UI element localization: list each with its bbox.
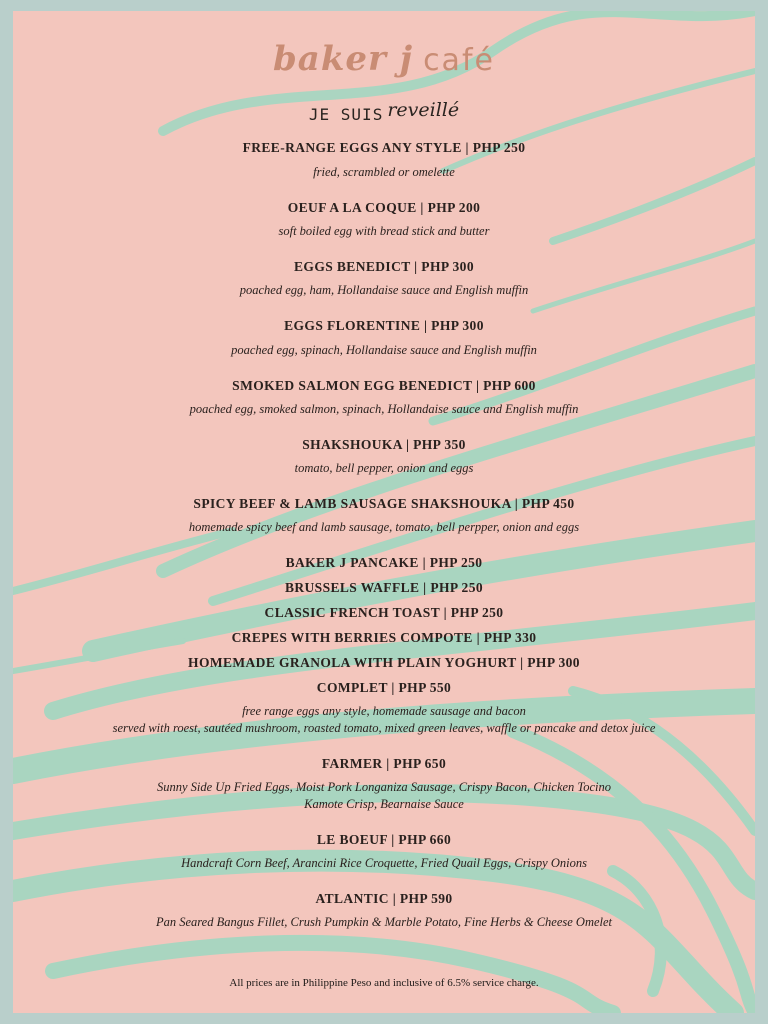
menu-item-desc: Kamote Crisp, Bearnaise Sauce	[304, 797, 464, 811]
logo-cafe: café	[423, 43, 495, 78]
menu-item-title: BRUSSELS WAFFLE | PHP 250	[284, 580, 484, 595]
menu-item-title: CREPES WITH BERRIES COMPOTE | PHP 330	[231, 630, 537, 645]
menu-item-desc: soft boiled egg with bread stick and butter	[278, 224, 490, 238]
menu-item-desc: free range eggs any style, homemade sausage and bacon	[242, 704, 526, 718]
menu-subtitle	[13, 99, 755, 125]
menu-item-title: SHAKSHOUKA | PHP 350	[302, 437, 466, 452]
menu-item-title: FREE-RANGE EGGS ANY STYLE | PHP 250	[242, 140, 526, 155]
menu-content	[13, 11, 755, 1013]
subtitle-script: reveillé	[387, 99, 460, 121]
menu-item-desc: Sunny Side Up Fried Eggs, Moist Pork Longaniza Sausage, Crispy Bacon, Chicken Tocino	[156, 780, 612, 794]
menu-item-title: FARMER | PHP 650	[321, 756, 447, 771]
menu-item-desc: poached egg, spinach, Hollandaise sauce and English muffin	[231, 343, 537, 357]
menu-item-title: OEUF A LA COQUE | PHP 200	[287, 200, 481, 215]
menu-item-title: SMOKED SALMON EGG BENEDICT | PHP 600	[232, 378, 536, 393]
menu-item-title: SPICY BEEF & LAMB SAUSAGE SHAKSHOUKA | PHP 450	[193, 496, 575, 511]
cafe-logo	[13, 39, 755, 81]
subtitle-caps: JE SUIS	[308, 105, 384, 124]
logo-script: baker j	[273, 39, 414, 79]
menu-item-desc: tomato, bell pepper, onion and eggs	[294, 461, 474, 475]
menu-page	[13, 11, 755, 1013]
menu-item-title: ATLANTIC | PHP 590	[315, 891, 453, 906]
menu-item-desc: Handcraft Corn Beef, Arancini Rice Croquette, Fried Quail Eggs, Crispy Onions	[181, 856, 587, 870]
price-footnote: All prices are in Philippine Peso and inclusive of 6.5% service charge.	[229, 977, 539, 989]
menu-item-title: HOMEMADE GRANOLA WITH PLAIN YOGHURT | PHP 300	[188, 655, 580, 670]
menu-item-title: COMPLET | PHP 550	[316, 680, 452, 695]
menu-item-title: LE BOEUF | PHP 660	[316, 832, 452, 847]
menu-item-desc: Pan Seared Bangus Fillet, Crush Pumpkin & Marble Potato, Fine Herbs & Cheese Omelet	[155, 915, 613, 929]
menu-item-desc: homemade spicy beef and lamb sausage, tomato, bell perpper, onion and eggs	[188, 520, 580, 534]
menu-item-title: EGGS FLORENTINE | PHP 300	[284, 318, 484, 333]
menu-item-title: CLASSIC FRENCH TOAST | PHP 250	[264, 605, 504, 620]
menu-item-desc: poached egg, smoked salmon, spinach, Hollandaise sauce and English muffin	[189, 402, 579, 416]
menu-item-desc: poached egg, ham, Hollandaise sauce and English muffin	[239, 283, 529, 297]
menu-item-title: BAKER J PANCAKE | PHP 250	[285, 555, 483, 570]
menu-item-title: EGGS BENEDICT | PHP 300	[294, 259, 474, 274]
menu-item-desc: fried, scrambled or omelette	[313, 165, 455, 179]
menu-item-desc: served with roest, sautéed mushroom, roasted tomato, mixed green leaves, waffle or pancake and detox juice	[112, 721, 656, 735]
